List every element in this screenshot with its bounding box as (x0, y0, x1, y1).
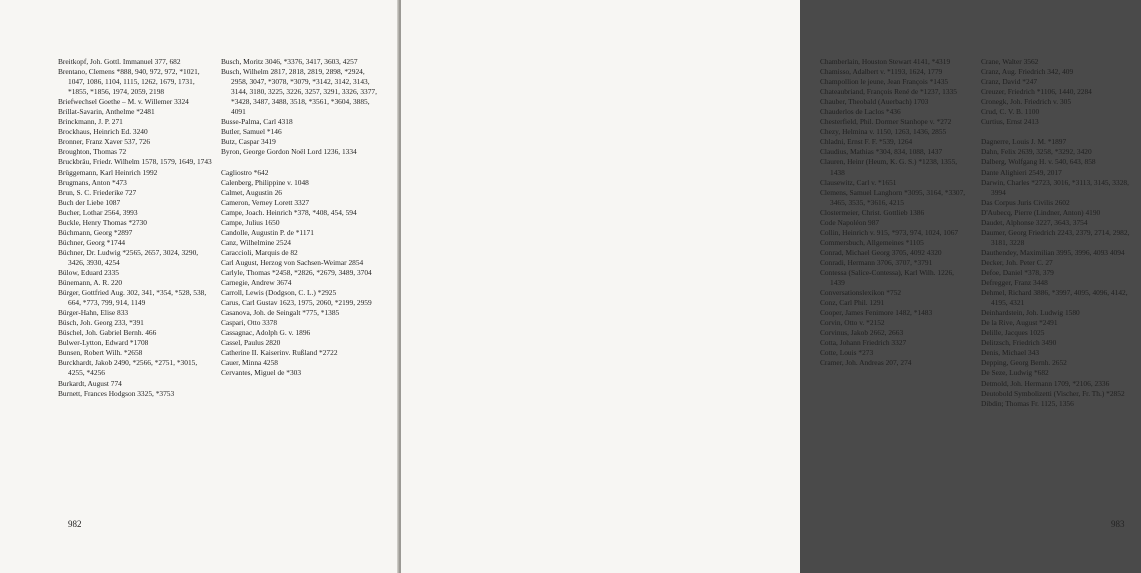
index-entry: Büsch, Joh. Georg 233, *391 (58, 318, 144, 328)
index-entry: Brüggemann, Karl Heinrich 1992 (58, 167, 158, 177)
index-entry: Defregger, Franz 3448 (981, 278, 1048, 288)
page-number: 983 (1111, 519, 1125, 529)
index-entry: Chateaubriand, François René de *1237, 1335 (820, 87, 957, 97)
index-entry: Dehmel, Richard 3886, *3997, 4095, 4096, 4142, 4195, 4321 (981, 288, 1128, 308)
index-entry: Cramer, Joh. Andreas 207, 274 (820, 358, 912, 368)
index-entry: Delitzsch, Friedrich 3490 (981, 338, 1057, 348)
index-entry: Depping, Georg Bernh. 2652 (981, 358, 1067, 368)
index-entry: Deinhardstein, Joh. Ludwig 1580 (981, 308, 1080, 318)
index-entry: Conradi, Hermann 3706, 3707, *3791 (820, 257, 933, 267)
index-column (221, 57, 378, 379)
index-spacer (221, 157, 378, 167)
index-entry: Claudius, Mathias *304, 834, 1088, 1437 (820, 147, 943, 157)
index-entry: Campe, Joach. Heinrich *378, *408, 454, 594 (221, 207, 357, 217)
index-entry: Cassagnac, Adolph G. v. 1896 (221, 328, 311, 338)
index-entry: Campe, Julius 1650 (221, 217, 280, 227)
index-entry: Chesterfield, Phil. Dormer Stanhope v. *272 (820, 117, 952, 127)
index-entry: Bünemann, A. R. 220 (58, 278, 123, 288)
index-entry: Code Napoléon 987 (820, 217, 880, 227)
index-entry: Brockhaus, Heinrich Ed. 3240 (58, 127, 148, 137)
left-page (0, 0, 399, 573)
index-entry: Das Corpus Juris Civilis 2602 (981, 197, 1070, 207)
index-entry: Butler, Samuel *146 (221, 127, 282, 137)
index-entry: D'Aubecq, Pierre (Lindner, Anton) 4190 (981, 207, 1101, 217)
index-entry: Brinckmann, J. P. 271 (58, 117, 123, 127)
index-entry: Dalberg, Wolfgang H. v. 540, 643, 858 (981, 157, 1096, 167)
index-entry: Bulwer-Lytton, Edward *1708 (58, 338, 149, 348)
index-entry: Canz, Wilhelmine 2524 (221, 237, 291, 247)
index-entry: Busch, Wilhelm 2817, 2818, 2819, 2898, *2924, 2958, 3047, *3078, *3079, *3142, 3142, 3143, 3144, 3180, 3225, 3226, 3257, 3291, 3326, 3377, *3428, 3487, 3488, 3518, *3561, *3604, 3885, 4091 (221, 67, 377, 117)
index-entry: Cagliostro *642 (221, 167, 269, 177)
index-entry: Breitkopf, Joh. Gottl. Immanuel 377, 682 (58, 57, 181, 66)
index-entry: Contessa (Salice-Contessa), Karl Wilh. 1226, 1439 (820, 267, 955, 288)
index-entry: Broughton, Thomas 72 (58, 147, 127, 157)
index-entry: Chamisso, Adalbert v. *1193, 1624, 1779 (820, 67, 943, 77)
index-entry: Catherine II. Kaiserinv. Rußland *2722 (221, 348, 338, 358)
index-entry: Delille, Jacques 1025 (981, 328, 1045, 338)
index-entry: Cranz, Aug. Friedrich 342, 409 (981, 67, 1074, 77)
index-entry: Chladni, Ernst F. F. *539, 1264 (820, 137, 913, 147)
index-entry: Carnegie, Andrew 3674 (221, 278, 292, 288)
index-entry: Burnett, Frances Hodgson 3325, *3753 (58, 388, 175, 398)
index-entry: Briefwechsel Goethe – M. v. Willemer 3324 (58, 97, 189, 107)
index-entry: Brillat-Savarin, Anthelme *2481 (58, 107, 155, 117)
index-entry: Büchner, Dr. Ludwig *2565, 2657, 3024, 3290, 3426, 3930, 4254 (58, 247, 199, 267)
index-entry: Collin, Heinrich v. 915, *973, 974, 1024, 1067 (820, 227, 959, 237)
index-entry: Butz, Caspar 3419 (221, 137, 276, 147)
index-entry: Chauderlos de Laclos *436 (820, 107, 901, 117)
index-entry: Burkardt, August 774 (58, 378, 122, 388)
index-entry: Calmet, Augustin 26 (221, 187, 282, 197)
index-entry: Büschel, Joh. Gabriel Bernh. 466 (58, 328, 157, 338)
index-entry: Brugmans, Anton *473 (58, 177, 127, 187)
index-entry: De Seze, Ludwig *682 (981, 368, 1049, 378)
index-entry: Champollion le jeune, Jean François *1435 (820, 77, 949, 87)
index-entry: Calenberg, Philippine v. 1048 (221, 177, 309, 187)
index-entry: Brun, S. C. Friederike 727 (58, 187, 137, 197)
index-entry: Chezy, Helmina v. 1150, 1263, 1436, 2855 (820, 127, 947, 137)
index-entry: Carroll, Lewis (Dodgson, C. L.) *2925 (221, 288, 337, 298)
index-entry: Buckle, Henry Thomas *2730 (58, 217, 147, 227)
index-entry: Crane, Walter 3562 (981, 57, 1039, 66)
index-entry: Candolle, Augustin P. de *1171 (221, 227, 314, 237)
index-entry: Carlyle, Thomas *2458, *2826, *2679, 3489, 3704 (221, 267, 372, 277)
index-entry: Conversationslexikon *752 (820, 288, 902, 298)
index-entry: Busch, Moritz 3046, *3376, 3417, 3603, 4257 (221, 57, 358, 66)
index-entry: Detmold, Joh. Hermann 1709, *2106, 2336 (981, 378, 1110, 388)
index-column (58, 57, 215, 399)
index-entry: Conrad, Michael Georg 3705, 4092 4320 (820, 247, 942, 257)
index-entry: Bürger-Hahn, Elise 833 (58, 308, 129, 318)
index-entry: Burckhardt, Jakob 2490, *2566, *2751, *3015, 4255, *4256 (58, 358, 198, 378)
index-entry: Dagnerre, Louis J. M. *1897 (981, 137, 1067, 147)
index-spacer (981, 127, 1141, 137)
index-entry: Chauber, Theobald (Auerbach) 1703 (820, 97, 929, 107)
index-column (820, 57, 966, 368)
index-entry: Crud, C. V. B. 1100 (981, 107, 1040, 117)
index-entry: Büchmann, Georg *2897 (58, 227, 133, 237)
index-entry: Corvinus, Jakob 2662, 2663 (820, 328, 904, 338)
index-entry: Clauren, Heinr (Heum, K. G. S.) *1238, 1355, 1438 (820, 157, 958, 177)
index-entry: Busse-Palma, Carl 4318 (221, 117, 293, 127)
index-entry: Conz, Carl Phil. 1291 (820, 298, 885, 308)
index-entry: Cassel, Paulus 2820 (221, 338, 281, 348)
index-entry: De la Rive, August *2491 (981, 318, 1058, 328)
index-entry: Decker, Joh. Peter C. 27 (981, 257, 1053, 267)
index-entry: Caspari, Otto 3378 (221, 318, 278, 328)
index-entry: Dibdin; Thomas Fr. 1125, 1356 (981, 398, 1074, 408)
index-entry: Cotta, Johann Friedrich 3327 (820, 338, 907, 348)
index-entry: Brentano, Clemens *888, 940, 972, 972, *1021, 1047, 1086, 1104, 1115, 1262, 1679, 1731, *1855, *1856, 1974, 2059, 2198 (58, 67, 200, 97)
index-entry: Cronegk, Joh. Friedrich v. 305 (981, 97, 1072, 107)
index-entry: Denis, Michael 343 (981, 348, 1040, 358)
index-entry: Casanova, Joh. de Seingalt *775, *1385 (221, 308, 340, 318)
index-entry: Commersbuch, Allgemeines *1105 (820, 237, 924, 247)
index-entry: Dante Alighieri 2549, 2017 (981, 167, 1062, 177)
index-entry: Deutobold Symbolizetti (Vischer, Fr. Th.) *2852 (981, 388, 1125, 398)
index-entry: Clemens, Samuel Langhorn *3095, 3164, *3307, 3465, 3535, *3616, 4215 (820, 187, 966, 207)
index-entry: Carl August, Herzog von Sachsen-Weimar 2854 (221, 257, 364, 267)
index-entry: Dauthendey, Maximilian 3995, 3996, 4093 4094 (981, 247, 1125, 257)
index-entry: Carus, Carl Gustav 1623, 1975, 2060, *2199, 2959 (221, 298, 372, 308)
index-entry: Cameron, Verney Lorett 3327 (221, 197, 310, 207)
index-entry: Curtius, Ernst 2413 (981, 117, 1039, 127)
index-entry: Caraccioli, Marquis de 82 (221, 247, 298, 257)
index-entry: Clostermeier, Christ. Gottlieb 1386 (820, 207, 925, 217)
index-entry: Cotte, Louis *273 (820, 348, 874, 358)
index-entry: Bruckbräu, Friedr. Wilhelm 1578, 1579, 1649, 1743 (58, 157, 212, 167)
index-entry: Creuzer, Friedrich *1106, 1440, 2284 (981, 87, 1092, 97)
index-entry: Bürger, Gottfried Aug. 302, 341, *354, *528, 538, 664, *773, 799, 914, 1149 (58, 288, 207, 308)
index-entry: Cranz, David *247 (981, 77, 1038, 87)
right-page (401, 0, 1130, 573)
page-number: 982 (68, 519, 82, 529)
index-entry: Defoe, Daniel *378, 379 (981, 267, 1054, 277)
index-entry: Bucher, Lothar 2564, 3993 (58, 207, 138, 217)
index-entry: Bronner, Franz Xaver 537, 726 (58, 137, 151, 147)
index-entry: Corvin, Otto v. *2152 (820, 318, 885, 328)
index-entry: Bülow, Eduard 2335 (58, 267, 119, 277)
index-entry: Byron, George Gordon Noël Lord 1236, 1334 (221, 147, 357, 157)
index-entry: Daumer, Georg Friedrich 2243, 2379, 2714, 2982, 3181, 3228 (981, 227, 1130, 247)
index-entry: Clausewitz, Carl v. *1651 (820, 177, 897, 187)
index-entry: Cauer, Minna 4258 (221, 358, 278, 368)
index-entry: Dahn, Felix 2639, 3258, *3292, 3420 (981, 147, 1092, 157)
index-entry: Bunsen, Robert Wilh. *2658 (58, 348, 143, 358)
index-entry: Daudet, Alphonse 3227, 3643, 3754 (981, 217, 1088, 227)
index-entry: Chamberlain, Houston Stewart 4141, *4319 (820, 57, 951, 66)
index-entry: Cervantes, Miguel de *303 (221, 368, 302, 378)
index-entry: Buch der Liebe 1087 (58, 197, 121, 207)
index-column (981, 57, 1141, 409)
index-entry: Darwin, Charles *2723, 3016, *3113, 3145, 3328, 3994 (981, 177, 1129, 197)
index-entry: Cooper, James Fenimore 1482, *1483 (820, 308, 933, 318)
index-entry: Büchner, Georg *1744 (58, 237, 126, 247)
